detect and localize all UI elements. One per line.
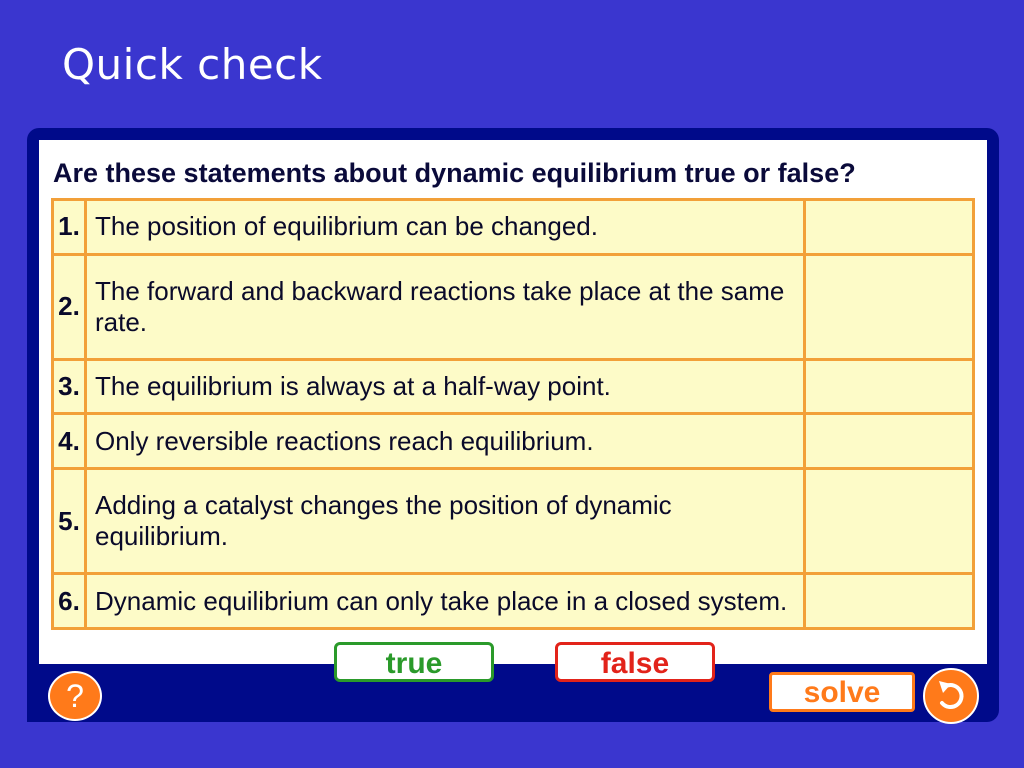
question-mark-icon: ?	[66, 678, 84, 714]
statement-text: The position of equilibrium can be changed.	[86, 200, 805, 255]
solve-button[interactable]: solve	[769, 672, 915, 712]
statement-text: The forward and backward reactions take place at the same rate.	[86, 254, 805, 359]
help-button[interactable]	[48, 671, 102, 721]
table-row	[53, 254, 974, 359]
statement-text: Dynamic equilibrium can only take place in a closed system.	[86, 574, 805, 629]
answer-slot-3[interactable]	[805, 359, 974, 414]
answer-slot-1[interactable]	[805, 200, 974, 255]
statement-number: 4.	[53, 414, 86, 469]
table-row	[53, 574, 974, 629]
answer-slot-4[interactable]	[805, 414, 974, 469]
statement-number: 3.	[53, 359, 86, 414]
statement-number: 6.	[53, 574, 86, 629]
answer-slot-5[interactable]	[805, 469, 974, 574]
statement-number: 1.	[53, 200, 86, 255]
question-text: Are these statements about dynamic equilibrium true or false?	[53, 158, 856, 188]
statement-number: 2.	[53, 254, 86, 359]
quiz-content	[39, 140, 987, 680]
quiz-panel	[27, 128, 999, 722]
table-row	[53, 414, 974, 469]
statement-number: 5.	[53, 469, 86, 574]
table-row	[53, 469, 974, 574]
true-button[interactable]: true	[334, 642, 494, 682]
slide-title: Quick check	[62, 40, 323, 89]
statement-text: Adding a catalyst changes the position of dynamic equilibrium.	[86, 469, 805, 574]
reset-arrow-icon	[934, 679, 968, 713]
reset-button[interactable]	[923, 668, 979, 724]
statements-table	[51, 198, 975, 630]
table-row	[53, 359, 974, 414]
false-button[interactable]: false	[555, 642, 715, 682]
answer-slot-2[interactable]	[805, 254, 974, 359]
answer-slot-6[interactable]	[805, 574, 974, 629]
table-row	[53, 200, 974, 255]
statement-text: Only reversible reactions reach equilibrium.	[86, 414, 805, 469]
statement-text: The equilibrium is always at a half-way point.	[86, 359, 805, 414]
